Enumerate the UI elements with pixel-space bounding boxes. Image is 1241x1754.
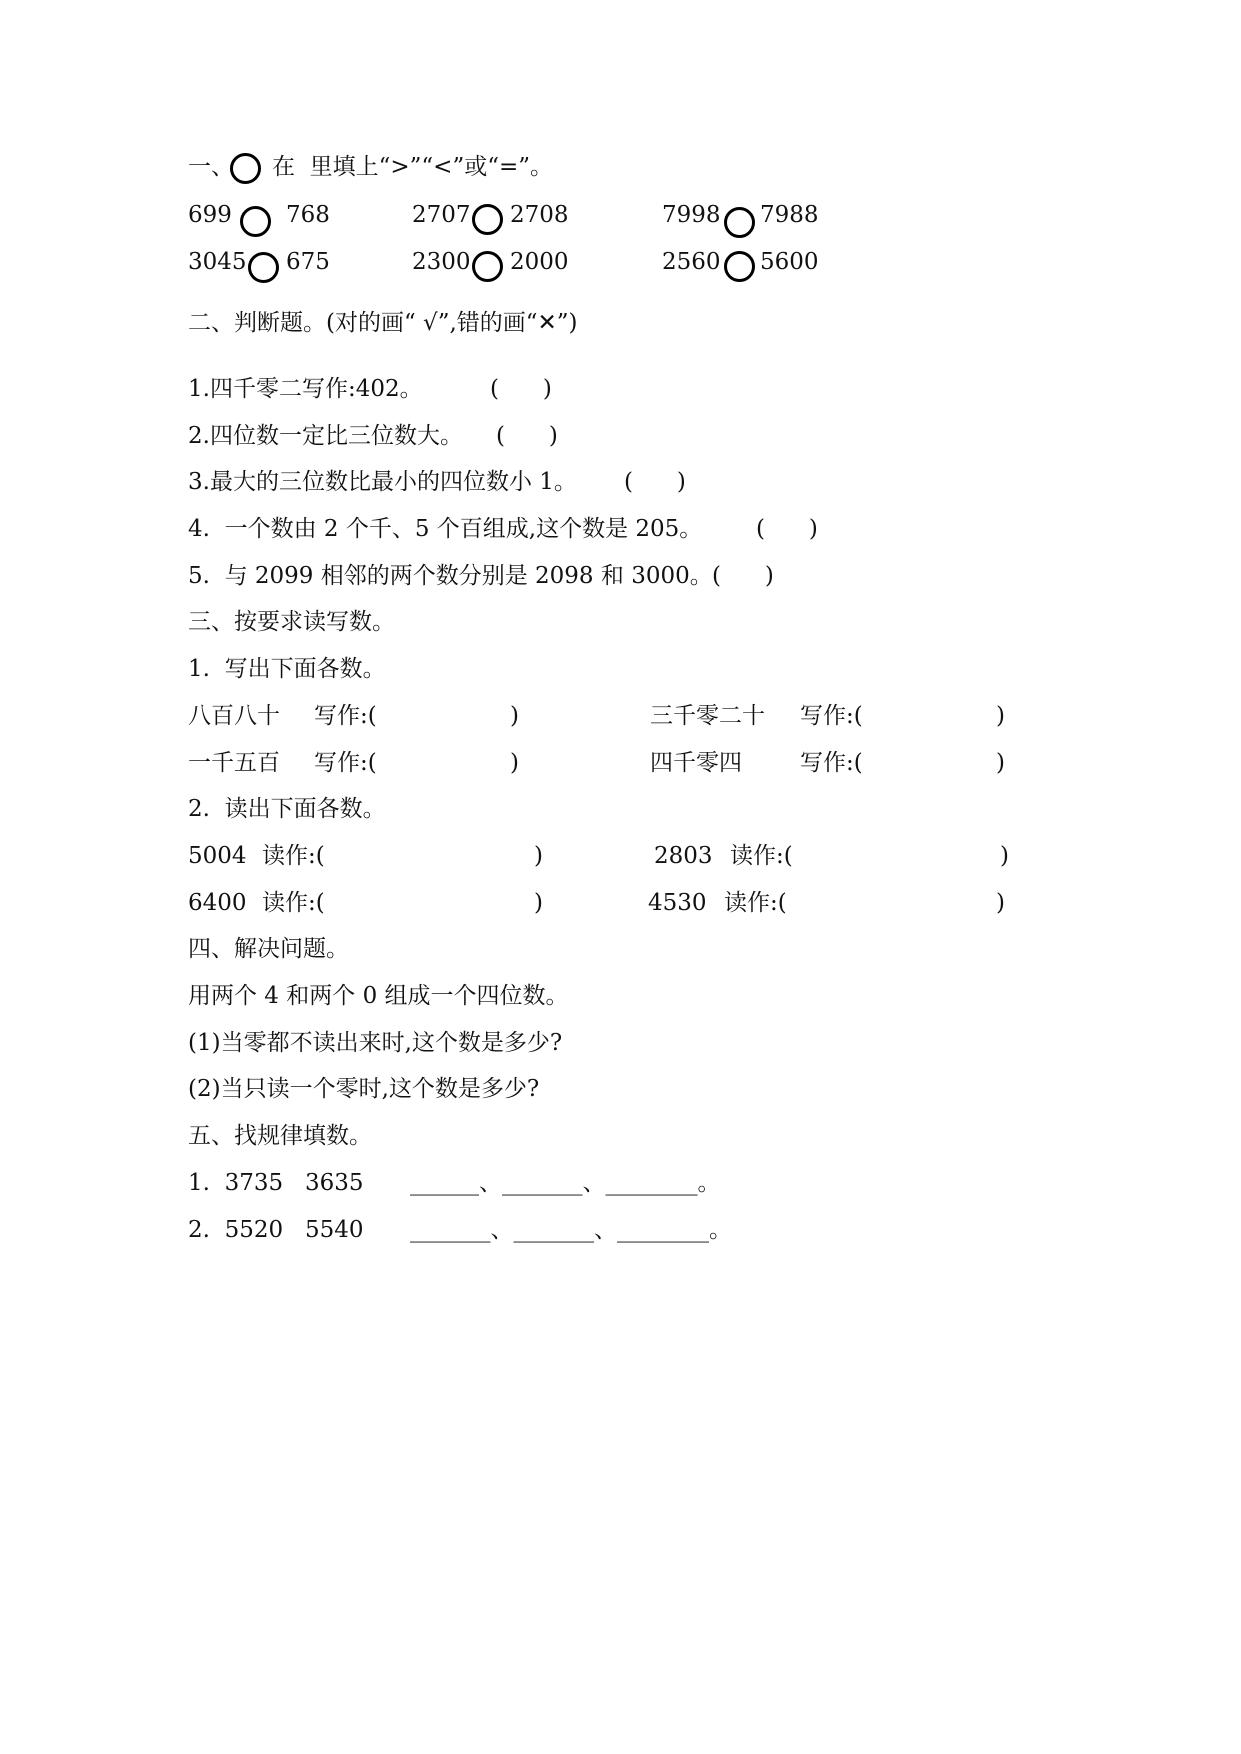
judge-item-text: 2.四位数一定比三位数大。 xyxy=(188,423,463,449)
judge-item-text: 1.四千零二写作:402。 xyxy=(188,376,423,402)
judge-item-text: 3.最大的三位数比最小的四位数小 1。 xyxy=(188,469,577,495)
judge-item-text: 5. 与 2099 相邻的两个数分别是 2098 和 3000。 xyxy=(188,563,713,589)
compare-answer-circle[interactable] xyxy=(472,251,503,282)
compare-left: 2560 xyxy=(662,249,721,275)
write-close: ) xyxy=(510,750,519,776)
write-label: 写作:( xyxy=(800,750,863,776)
compare-answer-circle[interactable] xyxy=(240,206,271,237)
compare-answer-circle[interactable] xyxy=(472,204,503,235)
section1-title-suffix: 在 里填上“>”“<”或“=”。 xyxy=(272,154,553,180)
write-number-words: 八百八十 xyxy=(188,703,280,729)
judge-answer-bracket[interactable]: ( ) xyxy=(496,423,558,449)
compare-answer-circle[interactable] xyxy=(724,207,755,238)
compare-right: 7988 xyxy=(760,202,819,228)
write-close: ) xyxy=(996,703,1005,729)
compare-answer-circle[interactable] xyxy=(724,251,755,282)
judge-answer-bracket[interactable]: ( ) xyxy=(490,376,552,402)
write-number-words: 四千零四 xyxy=(650,750,742,776)
compare-right: 768 xyxy=(286,202,330,228)
read-close: ) xyxy=(534,843,543,869)
write-close: ) xyxy=(996,750,1005,776)
problem-stem: 用两个 4 和两个 0 组成一个四位数。 xyxy=(188,983,569,1009)
compare-answer-circle[interactable] xyxy=(248,252,279,283)
read-label: 读作:( xyxy=(262,843,325,869)
read-close: ) xyxy=(534,890,543,916)
section1-title-prefix: 一、 xyxy=(188,154,234,180)
write-label: 写作:( xyxy=(800,703,863,729)
write-label: 写作:( xyxy=(314,703,377,729)
pattern-sequence: 1. 3735 3635 xyxy=(188,1170,364,1196)
judge-answer-bracket[interactable]: ( ) xyxy=(756,516,818,542)
read-close: ) xyxy=(1000,843,1009,869)
read-label: 读作:( xyxy=(730,843,793,869)
compare-right: 2708 xyxy=(510,202,569,228)
compare-left: 2707 xyxy=(412,202,471,228)
compare-right: 675 xyxy=(286,249,330,275)
compare-left: 699 xyxy=(188,202,232,228)
write-number-words: 一千五百 xyxy=(188,750,280,776)
read-close: ) xyxy=(996,890,1005,916)
section2-title: 二、判断题。(对的画“ √”,错的画“✕”) xyxy=(188,310,578,336)
compare-left: 2300 xyxy=(412,249,471,275)
compare-right: 2000 xyxy=(510,249,569,275)
compare-right: 5600 xyxy=(760,249,819,275)
read-number: 5004 xyxy=(188,843,247,869)
judge-answer-bracket[interactable]: ( ) xyxy=(712,563,774,589)
read-number: 4530 xyxy=(648,890,707,916)
problem-question-2: (2)当只读一个零时,这个数是多少? xyxy=(188,1076,540,1102)
section3-title: 三、按要求读写数。 xyxy=(188,609,395,635)
pattern-blanks[interactable]: ______、_______、________。 xyxy=(410,1170,721,1196)
section4-title: 四、解决问题。 xyxy=(188,936,349,962)
write-close: ) xyxy=(510,703,519,729)
judge-item-text: 4. 一个数由 2 个千、5 个百组成,这个数是 205。 xyxy=(188,516,703,542)
judge-answer-bracket[interactable]: ( ) xyxy=(624,469,686,495)
section5-title: 五、找规律填数。 xyxy=(188,1123,372,1149)
read-label: 读作:( xyxy=(262,890,325,916)
compare-left: 7998 xyxy=(662,202,721,228)
pattern-blanks[interactable]: _______、_______、________。 xyxy=(410,1217,732,1243)
write-number-words: 三千零二十 xyxy=(650,703,765,729)
section1-title xyxy=(188,152,234,182)
section3-sub1: 1. 写出下面各数。 xyxy=(188,656,386,682)
read-number: 2803 xyxy=(654,843,713,869)
pattern-sequence: 2. 5520 5540 xyxy=(188,1217,364,1243)
section3-sub2: 2. 读出下面各数。 xyxy=(188,796,386,822)
compare-left: 3045 xyxy=(188,249,247,275)
compare-circle-icon xyxy=(230,153,261,184)
write-label: 写作:( xyxy=(314,750,377,776)
read-label: 读作:( xyxy=(724,890,787,916)
read-number: 6400 xyxy=(188,890,247,916)
problem-question-1: (1)当零都不读出来时,这个数是多少? xyxy=(188,1030,563,1056)
